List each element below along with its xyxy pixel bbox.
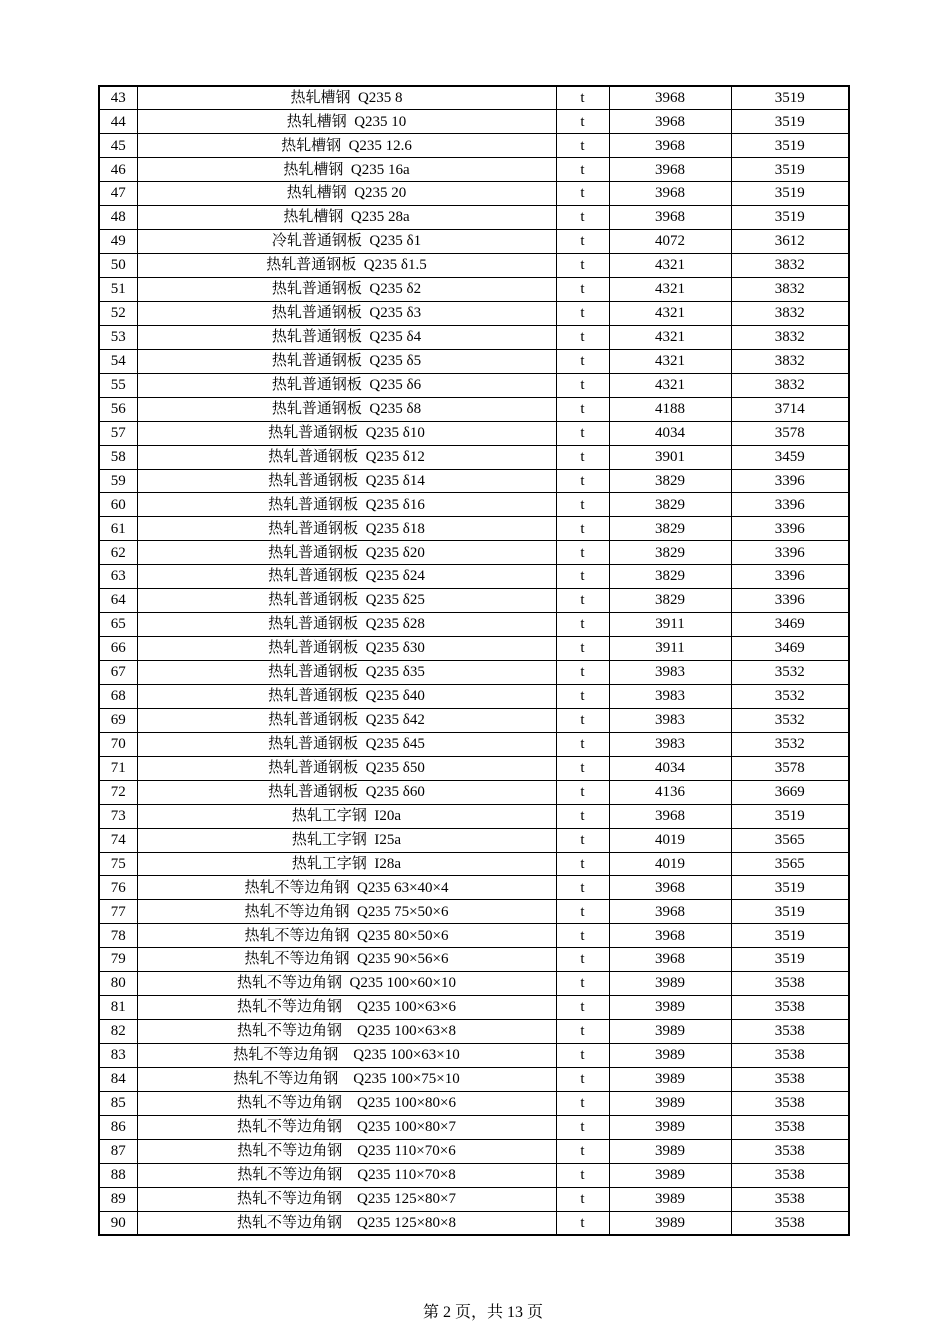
price-column-2-cell: 3538 (731, 1091, 849, 1115)
table-row (99, 325, 849, 349)
price-column-1-cell: 3829 (609, 565, 731, 589)
price-column-1-cell: 4019 (609, 828, 731, 852)
unit-cell: t (556, 804, 609, 828)
price-column-1-cell: 3989 (609, 1044, 731, 1068)
price-column-1-cell: 3968 (609, 86, 731, 110)
price-column-2-cell: 3519 (731, 876, 849, 900)
price-column-1-cell: 4321 (609, 325, 731, 349)
price-column-2-cell: 3532 (731, 732, 849, 756)
price-column-2-cell: 3578 (731, 421, 849, 445)
price-column-1-cell: 4321 (609, 349, 731, 373)
unit-cell: t (556, 732, 609, 756)
item-description-cell: 热轧工字钢 I28a (137, 852, 556, 876)
price-column-1-cell: 3968 (609, 804, 731, 828)
table-row (99, 637, 849, 661)
item-description-cell: 热轧不等边角钢 Q235 63×40×4 (137, 876, 556, 900)
row-number-cell: 76 (99, 876, 137, 900)
unit-cell: t (556, 301, 609, 325)
row-number-cell: 48 (99, 206, 137, 230)
row-number-cell: 79 (99, 948, 137, 972)
table-row (99, 421, 849, 445)
table-row (99, 1020, 849, 1044)
item-description-cell: 热轧普通钢板 Q235 δ42 (137, 708, 556, 732)
item-description-cell: 热轧普通钢板 Q235 δ10 (137, 421, 556, 445)
price-column-2-cell: 3669 (731, 780, 849, 804)
table-row (99, 852, 849, 876)
price-column-1-cell: 4034 (609, 756, 731, 780)
row-number-cell: 86 (99, 1115, 137, 1139)
price-column-1-cell: 3829 (609, 541, 731, 565)
unit-cell: t (556, 948, 609, 972)
price-column-2-cell: 3459 (731, 445, 849, 469)
unit-cell: t (556, 254, 609, 278)
unit-cell: t (556, 613, 609, 637)
table-row (99, 708, 849, 732)
item-description-cell: 热轧不等边角钢 Q235 100×75×10 (137, 1067, 556, 1091)
row-number-cell: 54 (99, 349, 137, 373)
item-description-cell: 热轧普通钢板 Q235 δ14 (137, 469, 556, 493)
price-column-1-cell: 3968 (609, 948, 731, 972)
row-number-cell: 52 (99, 301, 137, 325)
unit-cell: t (556, 565, 609, 589)
table-row (99, 828, 849, 852)
row-number-cell: 72 (99, 780, 137, 804)
item-description-cell: 热轧普通钢板 Q235 δ20 (137, 541, 556, 565)
price-column-1-cell: 3989 (609, 1163, 731, 1187)
price-column-1-cell: 3989 (609, 1020, 731, 1044)
row-number-cell: 75 (99, 852, 137, 876)
unit-cell: t (556, 134, 609, 158)
table-row (99, 86, 849, 110)
row-number-cell: 50 (99, 254, 137, 278)
table-row (99, 1115, 849, 1139)
price-column-2-cell: 3519 (731, 206, 849, 230)
price-column-1-cell: 3968 (609, 158, 731, 182)
row-number-cell: 57 (99, 421, 137, 445)
price-column-1-cell: 3989 (609, 1187, 731, 1211)
price-column-2-cell: 3538 (731, 972, 849, 996)
table-row (99, 876, 849, 900)
item-description-cell: 热轧普通钢板 Q235 δ45 (137, 732, 556, 756)
unit-cell: t (556, 86, 609, 110)
unit-cell: t (556, 230, 609, 254)
item-description-cell: 热轧普通钢板 Q235 δ30 (137, 637, 556, 661)
price-column-1-cell: 4072 (609, 230, 731, 254)
unit-cell: t (556, 780, 609, 804)
row-number-cell: 46 (99, 158, 137, 182)
row-number-cell: 67 (99, 661, 137, 685)
item-description-cell: 热轧工字钢 I20a (137, 804, 556, 828)
price-column-2-cell: 3538 (731, 1211, 849, 1235)
table-row (99, 924, 849, 948)
row-number-cell: 73 (99, 804, 137, 828)
price-column-2-cell: 3612 (731, 230, 849, 254)
row-number-cell: 78 (99, 924, 137, 948)
price-column-1-cell: 4136 (609, 780, 731, 804)
price-column-2-cell: 3519 (731, 924, 849, 948)
price-column-2-cell: 3538 (731, 1020, 849, 1044)
unit-cell: t (556, 206, 609, 230)
price-column-2-cell: 3532 (731, 708, 849, 732)
price-column-1-cell: 3968 (609, 900, 731, 924)
price-column-2-cell: 3532 (731, 684, 849, 708)
row-number-cell: 84 (99, 1067, 137, 1091)
item-description-cell: 热轧槽钢 Q235 12.6 (137, 134, 556, 158)
table-row (99, 230, 849, 254)
row-number-cell: 59 (99, 469, 137, 493)
unit-cell: t (556, 1139, 609, 1163)
row-number-cell: 47 (99, 182, 137, 206)
row-number-cell: 58 (99, 445, 137, 469)
price-column-2-cell: 3519 (731, 110, 849, 134)
row-number-cell: 83 (99, 1044, 137, 1068)
price-column-2-cell: 3578 (731, 756, 849, 780)
price-column-1-cell: 3829 (609, 589, 731, 613)
row-number-cell: 85 (99, 1091, 137, 1115)
unit-cell: t (556, 1044, 609, 1068)
price-column-1-cell: 3983 (609, 732, 731, 756)
unit-cell: t (556, 1187, 609, 1211)
unit-cell: t (556, 637, 609, 661)
row-number-cell: 63 (99, 565, 137, 589)
price-column-2-cell: 3519 (731, 158, 849, 182)
price-column-2-cell: 3538 (731, 1067, 849, 1091)
item-description-cell: 热轧不等边角钢 Q235 100×80×7 (137, 1115, 556, 1139)
price-column-1-cell: 3968 (609, 206, 731, 230)
table-row (99, 780, 849, 804)
item-description-cell: 热轧普通钢板 Q235 δ6 (137, 373, 556, 397)
price-column-1-cell: 3989 (609, 1067, 731, 1091)
steel-price-table (98, 85, 850, 1236)
price-column-2-cell: 3396 (731, 565, 849, 589)
table-row (99, 182, 849, 206)
row-number-cell: 66 (99, 637, 137, 661)
table-row (99, 1067, 849, 1091)
price-column-1-cell: 3989 (609, 1115, 731, 1139)
item-description-cell: 热轧槽钢 Q235 20 (137, 182, 556, 206)
item-description-cell: 热轧槽钢 Q235 8 (137, 86, 556, 110)
price-column-1-cell: 3989 (609, 996, 731, 1020)
price-column-1-cell: 3829 (609, 469, 731, 493)
price-column-1-cell: 3829 (609, 517, 731, 541)
table-row (99, 278, 849, 302)
price-column-2-cell: 3519 (731, 804, 849, 828)
table-row (99, 373, 849, 397)
item-description-cell: 热轧普通钢板 Q235 δ40 (137, 684, 556, 708)
item-description-cell: 热轧不等边角钢 Q235 110×70×6 (137, 1139, 556, 1163)
item-description-cell: 热轧不等边角钢 Q235 80×50×6 (137, 924, 556, 948)
row-number-cell: 55 (99, 373, 137, 397)
row-number-cell: 56 (99, 397, 137, 421)
row-number-cell: 61 (99, 517, 137, 541)
price-column-2-cell: 3538 (731, 1187, 849, 1211)
table-row (99, 684, 849, 708)
unit-cell: t (556, 589, 609, 613)
unit-cell: t (556, 182, 609, 206)
price-column-2-cell: 3832 (731, 254, 849, 278)
row-number-cell: 64 (99, 589, 137, 613)
table-row (99, 517, 849, 541)
price-column-1-cell: 4321 (609, 254, 731, 278)
page-number-text: 第 2 页，共 13 页 (422, 1304, 543, 1321)
table-row (99, 301, 849, 325)
price-column-2-cell: 3396 (731, 469, 849, 493)
table-row (99, 1091, 849, 1115)
row-number-cell: 82 (99, 1020, 137, 1044)
row-number-cell: 89 (99, 1187, 137, 1211)
row-number-cell: 44 (99, 110, 137, 134)
item-description-cell: 热轧普通钢板 Q235 δ25 (137, 589, 556, 613)
table-row (99, 1211, 849, 1235)
item-description-cell: 热轧工字钢 I25a (137, 828, 556, 852)
row-number-cell: 88 (99, 1163, 137, 1187)
item-description-cell: 热轧槽钢 Q235 10 (137, 110, 556, 134)
row-number-cell: 65 (99, 613, 137, 637)
item-description-cell: 热轧不等边角钢 Q235 100×63×10 (137, 1044, 556, 1068)
unit-cell: t (556, 110, 609, 134)
table-row (99, 661, 849, 685)
table-row (99, 349, 849, 373)
table-row (99, 948, 849, 972)
price-table-body (99, 86, 849, 1235)
price-column-1-cell: 3968 (609, 876, 731, 900)
unit-cell: t (556, 349, 609, 373)
unit-cell: t (556, 1115, 609, 1139)
item-description-cell: 热轧普通钢板 Q235 δ60 (137, 780, 556, 804)
item-description-cell: 热轧普通钢板 Q235 δ50 (137, 756, 556, 780)
price-column-2-cell: 3832 (731, 349, 849, 373)
price-column-2-cell: 3538 (731, 1044, 849, 1068)
row-number-cell: 45 (99, 134, 137, 158)
price-column-1-cell: 3989 (609, 972, 731, 996)
row-number-cell: 49 (99, 230, 137, 254)
row-number-cell: 53 (99, 325, 137, 349)
unit-cell: t (556, 756, 609, 780)
table-row (99, 254, 849, 278)
table-row (99, 469, 849, 493)
unit-cell: t (556, 397, 609, 421)
unit-cell: t (556, 1020, 609, 1044)
price-column-2-cell: 3832 (731, 373, 849, 397)
price-column-1-cell: 4321 (609, 278, 731, 302)
price-column-1-cell: 3968 (609, 182, 731, 206)
price-column-2-cell: 3538 (731, 1115, 849, 1139)
price-column-2-cell: 3832 (731, 301, 849, 325)
unit-cell: t (556, 852, 609, 876)
table-row (99, 613, 849, 637)
unit-cell: t (556, 517, 609, 541)
price-column-2-cell: 3714 (731, 397, 849, 421)
table-row (99, 1044, 849, 1068)
unit-cell: t (556, 828, 609, 852)
price-column-1-cell: 3968 (609, 924, 731, 948)
table-row (99, 206, 849, 230)
unit-cell: t (556, 924, 609, 948)
row-number-cell: 51 (99, 278, 137, 302)
price-column-1-cell: 4321 (609, 373, 731, 397)
unit-cell: t (556, 661, 609, 685)
table-row (99, 1187, 849, 1211)
price-column-2-cell: 3519 (731, 134, 849, 158)
price-column-1-cell: 3989 (609, 1139, 731, 1163)
item-description-cell: 热轧普通钢板 Q235 δ18 (137, 517, 556, 541)
table-row (99, 565, 849, 589)
price-column-1-cell: 3911 (609, 613, 731, 637)
unit-cell: t (556, 972, 609, 996)
price-column-2-cell: 3519 (731, 182, 849, 206)
unit-cell: t (556, 684, 609, 708)
price-column-2-cell: 3532 (731, 661, 849, 685)
unit-cell: t (556, 900, 609, 924)
item-description-cell: 热轧槽钢 Q235 16a (137, 158, 556, 182)
price-column-1-cell: 3829 (609, 493, 731, 517)
item-description-cell: 热轧普通钢板 Q235 δ4 (137, 325, 556, 349)
price-column-1-cell: 3968 (609, 134, 731, 158)
price-column-1-cell: 4188 (609, 397, 731, 421)
unit-cell: t (556, 373, 609, 397)
unit-cell: t (556, 325, 609, 349)
item-description-cell: 热轧不等边角钢 Q235 75×50×6 (137, 900, 556, 924)
table-row (99, 1139, 849, 1163)
price-column-2-cell: 3538 (731, 996, 849, 1020)
item-description-cell: 热轧普通钢板 Q235 δ12 (137, 445, 556, 469)
price-column-2-cell: 3396 (731, 517, 849, 541)
row-number-cell: 60 (99, 493, 137, 517)
page-footer (0, 1281, 950, 1340)
price-column-1-cell: 3989 (609, 1211, 731, 1235)
table-row (99, 589, 849, 613)
item-description-cell: 热轧普通钢板 Q235 δ35 (137, 661, 556, 685)
price-column-2-cell: 3469 (731, 637, 849, 661)
price-column-2-cell: 3538 (731, 1163, 849, 1187)
price-column-2-cell: 3832 (731, 325, 849, 349)
item-description-cell: 热轧普通钢板 Q235 δ24 (137, 565, 556, 589)
unit-cell: t (556, 493, 609, 517)
unit-cell: t (556, 996, 609, 1020)
table-row (99, 158, 849, 182)
price-column-1-cell: 3989 (609, 1091, 731, 1115)
row-number-cell: 69 (99, 708, 137, 732)
row-number-cell: 77 (99, 900, 137, 924)
row-number-cell: 90 (99, 1211, 137, 1235)
price-column-1-cell: 3911 (609, 637, 731, 661)
table-row (99, 397, 849, 421)
item-description-cell: 热轧不等边角钢 Q235 100×63×8 (137, 1020, 556, 1044)
price-column-2-cell: 3519 (731, 900, 849, 924)
table-row (99, 756, 849, 780)
price-column-1-cell: 3901 (609, 445, 731, 469)
item-description-cell: 热轧普通钢板 Q235 δ1.5 (137, 254, 556, 278)
table-row (99, 900, 849, 924)
price-column-2-cell: 3519 (731, 86, 849, 110)
item-description-cell: 热轧不等边角钢 Q235 100×63×6 (137, 996, 556, 1020)
row-number-cell: 81 (99, 996, 137, 1020)
price-column-1-cell: 3983 (609, 684, 731, 708)
unit-cell: t (556, 541, 609, 565)
item-description-cell: 热轧普通钢板 Q235 δ28 (137, 613, 556, 637)
item-description-cell: 热轧普通钢板 Q235 δ5 (137, 349, 556, 373)
item-description-cell: 冷轧普通钢板 Q235 δ1 (137, 230, 556, 254)
item-description-cell: 热轧槽钢 Q235 28a (137, 206, 556, 230)
price-column-2-cell: 3396 (731, 493, 849, 517)
price-column-1-cell: 3968 (609, 110, 731, 134)
unit-cell: t (556, 1091, 609, 1115)
price-column-1-cell: 4034 (609, 421, 731, 445)
unit-cell: t (556, 469, 609, 493)
price-column-2-cell: 3396 (731, 589, 849, 613)
price-column-1-cell: 4321 (609, 301, 731, 325)
table-row (99, 445, 849, 469)
price-column-2-cell: 3469 (731, 613, 849, 637)
unit-cell: t (556, 1211, 609, 1235)
unit-cell: t (556, 708, 609, 732)
row-number-cell: 71 (99, 756, 137, 780)
table-row (99, 493, 849, 517)
unit-cell: t (556, 876, 609, 900)
table-row (99, 541, 849, 565)
price-column-2-cell: 3565 (731, 828, 849, 852)
item-description-cell: 热轧普通钢板 Q235 δ3 (137, 301, 556, 325)
row-number-cell: 74 (99, 828, 137, 852)
unit-cell: t (556, 445, 609, 469)
unit-cell: t (556, 1163, 609, 1187)
price-column-2-cell: 3538 (731, 1139, 849, 1163)
unit-cell: t (556, 1067, 609, 1091)
item-description-cell: 热轧不等边角钢 Q235 100×80×6 (137, 1091, 556, 1115)
price-column-2-cell: 3832 (731, 278, 849, 302)
item-description-cell: 热轧不等边角钢 Q235 100×60×10 (137, 972, 556, 996)
table-row (99, 134, 849, 158)
price-column-2-cell: 3396 (731, 541, 849, 565)
price-column-1-cell: 4019 (609, 852, 731, 876)
table-row (99, 996, 849, 1020)
price-column-2-cell: 3565 (731, 852, 849, 876)
item-description-cell: 热轧普通钢板 Q235 δ8 (137, 397, 556, 421)
price-column-2-cell: 3519 (731, 948, 849, 972)
row-number-cell: 80 (99, 972, 137, 996)
item-description-cell: 热轧不等边角钢 Q235 125×80×8 (137, 1211, 556, 1235)
row-number-cell: 87 (99, 1139, 137, 1163)
table-row (99, 972, 849, 996)
row-number-cell: 70 (99, 732, 137, 756)
item-description-cell: 热轧不等边角钢 Q235 90×56×6 (137, 948, 556, 972)
price-column-1-cell: 3983 (609, 708, 731, 732)
row-number-cell: 62 (99, 541, 137, 565)
item-description-cell: 热轧不等边角钢 Q235 110×70×8 (137, 1163, 556, 1187)
item-description-cell: 热轧普通钢板 Q235 δ16 (137, 493, 556, 517)
table-row (99, 804, 849, 828)
unit-cell: t (556, 158, 609, 182)
table-row (99, 110, 849, 134)
item-description-cell: 热轧不等边角钢 Q235 125×80×7 (137, 1187, 556, 1211)
unit-cell: t (556, 278, 609, 302)
table-row (99, 732, 849, 756)
price-column-1-cell: 3983 (609, 661, 731, 685)
row-number-cell: 43 (99, 86, 137, 110)
item-description-cell: 热轧普通钢板 Q235 δ2 (137, 278, 556, 302)
table-row (99, 1163, 849, 1187)
row-number-cell: 68 (99, 684, 137, 708)
unit-cell: t (556, 421, 609, 445)
